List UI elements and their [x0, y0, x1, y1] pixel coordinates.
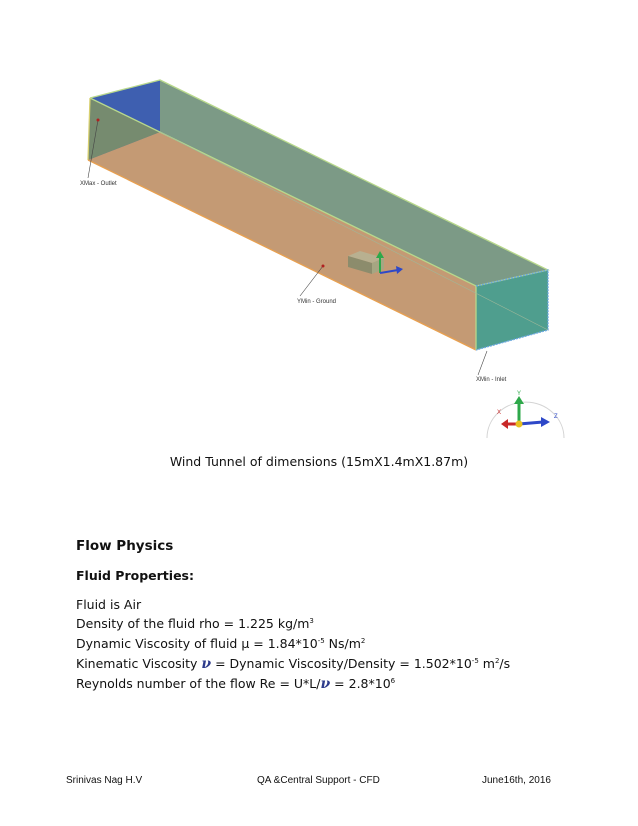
far-wall-edge	[160, 132, 548, 330]
triad-y-label: Y	[517, 391, 522, 397]
figure-caption: Wind Tunnel of dimensions (15mX1.4mX1.87m)	[169, 454, 469, 469]
triad-x-label: X	[497, 410, 502, 416]
triad-origin-icon	[516, 421, 523, 428]
ground-marker	[322, 265, 325, 268]
dyn-visc-unit-exponent: 2	[360, 636, 366, 645]
kinematic-viscosity-line	[76, 656, 510, 672]
nu-symbol: 𝝂	[201, 656, 212, 672]
reynolds-exponent: 6	[390, 676, 396, 685]
footer-date: June16th, 2016	[482, 775, 551, 786]
kin-visc-formula: = Dynamic Viscosity/Density = 1.502*10	[211, 656, 472, 671]
dyn-visc-exponent: -5	[317, 636, 325, 645]
footer-author: Srinivas Nag H.V	[66, 775, 143, 786]
footer-department: QA &Central Support - CFD	[257, 775, 380, 786]
reynolds-text: Reynolds number of the flow Re = U*L/	[76, 676, 321, 691]
outlet-marker	[97, 119, 100, 122]
kin-visc-unit-tail: /s	[499, 656, 511, 671]
kin-visc-unit: m	[478, 656, 495, 671]
dyn-visc-text: Dynamic Viscosity of fluid µ = 1.84*10	[76, 636, 318, 651]
inlet-leader	[478, 351, 487, 375]
dyn-visc-unit: Ns/m	[324, 636, 361, 651]
kin-visc-exponent: -5	[471, 656, 479, 665]
triad-ring-icon	[487, 402, 564, 438]
subsection-heading: Fluid Properties:	[76, 568, 194, 583]
kin-visc-unit-exponent: 2	[494, 656, 500, 665]
triad-z-label: Z	[554, 414, 558, 420]
fluid-line: Fluid is Air	[76, 597, 142, 612]
ground-label: YMin - Ground	[297, 299, 337, 305]
density-exponent: 3	[309, 616, 314, 625]
triad-y-arrow-icon	[514, 396, 524, 404]
reynolds-line	[76, 676, 395, 692]
triad-z-axis-icon	[519, 422, 543, 424]
reynolds-value: = 2.8*10	[330, 676, 391, 691]
triad-z-arrow-icon	[541, 417, 550, 427]
section-heading: Flow Physics	[76, 538, 174, 554]
nu-symbol: 𝝂	[320, 676, 331, 692]
inlet-label: XMin - Inlet	[476, 377, 507, 383]
coordinate-triad	[487, 391, 564, 438]
triad-x-arrow-icon	[501, 419, 508, 429]
dynamic-viscosity-line	[76, 636, 365, 651]
kin-visc-text: Kinematic Viscosity	[76, 656, 202, 671]
ground-leader	[300, 266, 323, 296]
density-line	[76, 616, 314, 631]
outlet-label: XMax - Outlet	[80, 181, 117, 187]
density-text: Density of the fluid rho = 1.225 kg/m	[76, 616, 310, 631]
